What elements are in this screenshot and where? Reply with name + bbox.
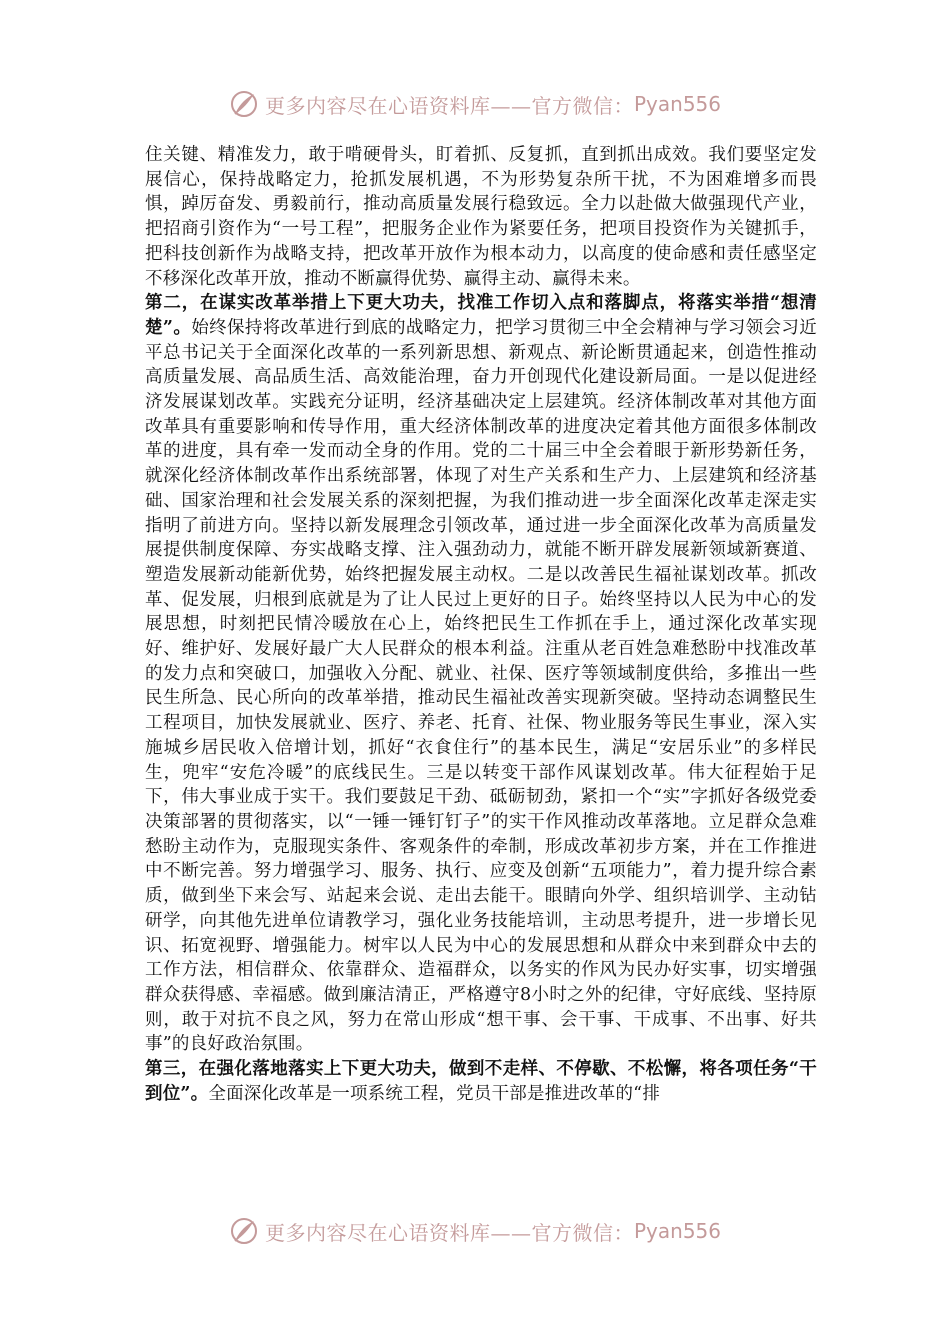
watermark-banner-top xyxy=(0,84,950,124)
section-2-text: 始终保持将改革进行到底的战略定力，把学习贯彻三中全会精神与学习领会习近平总书记关于全面深化改革的一系列新思想、新观点、新论断贯通起来，创造性推动高质量发展、高品质生活、高效能治理，奋力开创现代化建设新局面。一是以促进经济发展谋划改革。实践充分证明，经济基础决定上层建筑。经济体制改革对其他方面改革具有重要影响和传导作用，重大经济体制改革的进度决定着其他方面很多体制改革的进度，具有牵一发而动全身的作用。党的二十届三中全会着眼于新形势新任务，就深化经济体制改革作出系统部署，体现了对生产关系和生产力、上层建筑和经济基础、国家治理和社会发展关系的深刻把握，为我们推动进一步全面深化改革走深走实指明了前进方向。坚持以新发展理念引领改革，通过进一步全面深化改革为高质量发展提供制度保障、夯实战略支撑、注入强劲动力，就能不断开辟发展新领域新赛道、塑造发展新动能新优势，始终把握发展主动权。二是以改善民生福祉谋划改革。抓改革、促发展，归根到底就是为了让人民过上更好的日子。始终坚持以人民为中心的发展思想，时刻把民情冷暖放在心上，始终把民生工作抓在手上，通过深化改革实现好、维护好、发展好最广大人民群众的根本利益。注重从老百姓急难愁盼中找准改革的发力点和突破口，加强收入分配、就业、社保、医疗等领域制度供给，多推出一些民生所急、民心所向的改革举措，推动民生福祉改善实现新突破。坚持动态调整民生工程项目，加快发展就业、医疗、养老、托育、社保、物业服务等民生事业，深入实施城乡居民收入倍增计划，抓好“衣食住行”的基本民生，满足“安居乐业”的多样民生，兜牢“安危冷暖”的底线民生。三是以转变干部作风谋划改革。伟大征程始于足下，伟大事业成于实干。我们要鼓足干劲、砥砺韧劲，紧扣一个“实”字抓好各级党委决策部署的贯彻落实，以“一锤一锤钉钉子”的实干作风推动改革落地。立足群众急难愁盼主动作为，克服现实条件、客观条件的牵制，形成改革初步方案，并在工作推进中不断完善。努力增强学习、服务、执行、应变及创新“五项能力”，着力提升综合素质，做到坐下来会写、站起来会说、走出去能干。眼睛向外学、组织培训学、主动钻研学，向其他先进单位请教学习，强化业务技能培训，主动思考提升，进一步增长见识、拓宽视野、增强能力。树牢以人民为中心的发展思想和从群众中来到群众中去的工作方法，相信群众、依靠群众、造福群众，以务实的作风为民办好实事，切实增强群众获得感、幸福感。做到廉洁清正，严格遵守8小时之外的纪律，守好底线、坚持原则，敢于对抗不良之风，努力在常山形成“想干事、会干事、干成事、不出事、好共事”的良好政治氛围。 xyxy=(145,317,818,1055)
feather-pen-logo-icon xyxy=(229,1216,259,1246)
paragraph-section-2 xyxy=(145,291,817,1057)
feather-pen-logo-icon xyxy=(229,89,259,119)
paragraph-1: 住关键、精准发力，敢于啃硬骨头，盯着抓、反复抓，直到抓出成效。我们要坚定发展信心，保持战略定力，抢抓发展机遇，不为形势复杂所干扰，不为困难增多而畏惧，踔厉奋发、勇毅前行，推动高质量发展行稳致远。全力以赴做大做强现代产业，把招商引资作为“一号工程”，把服务企业作为紧要任务，把项目投资作为关键抓手，把科技创新作为战略支持，把改革开放作为根本动力，以高度的使命感和责任感坚定不移深化改革开放，推动不断赢得优势、赢得主动、赢得未来。 xyxy=(145,145,817,289)
watermark-wechat-id: Pyan556 xyxy=(633,1219,721,1243)
watermark-slogan: 更多内容尽在心语资料库——官方微信： xyxy=(264,1220,634,1245)
section-3-text: 全面深化改革是一项系统工程，党员干部是推进改革的“排 xyxy=(208,1083,661,1104)
watermark-slogan: 更多内容尽在心语资料库——官方微信： xyxy=(264,93,634,118)
watermark-banner-bottom xyxy=(0,1211,950,1251)
watermark-wechat-id: Pyan556 xyxy=(633,92,721,116)
section-3-heading: 第三，在强化落地落实上下更大功夫，做到不走样、不停歇、不松懈，将各项任务“干到位”。 xyxy=(145,1059,817,1104)
section-2-heading: 第二，在谋实改革举措上下更大功夫，找准工作切入点和落脚点，将落实举措“想清楚”。 xyxy=(145,293,817,338)
paragraph-section-3 xyxy=(145,1057,817,1106)
document-body xyxy=(145,143,817,1106)
